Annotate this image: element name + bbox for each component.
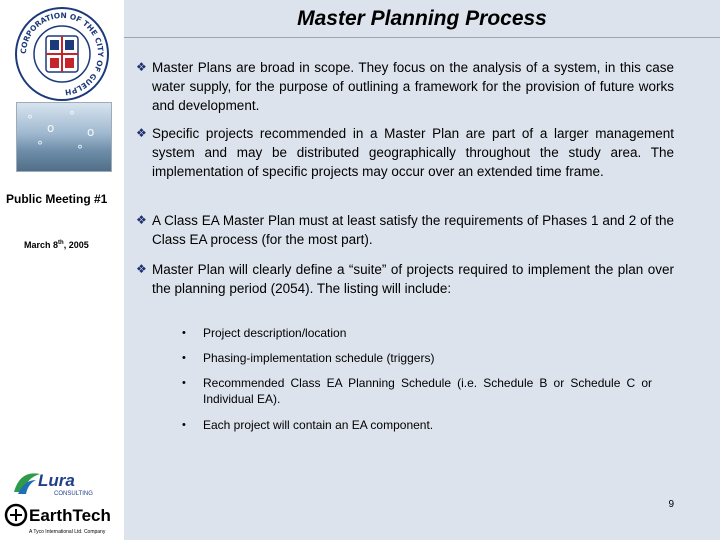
- diamond-bullet-icon: ❖: [136, 213, 147, 227]
- lura-consulting-logo: [10, 466, 104, 498]
- sidebar: [0, 0, 126, 540]
- sub-list-item: • Recommended Class EA Planning Schedule (i.e. Schedule B or Schedule C or Individual EA).: [182, 376, 652, 406]
- bullet-item: ❖ A Class EA Master Plan must at least satisfy the requirements of Phases 1 and 2 of the Class EA process (for the most part).: [136, 213, 674, 247]
- bubble-glyph: °: [37, 139, 43, 153]
- bubble-glyph: °: [69, 109, 75, 123]
- city-seal-logo: [14, 6, 110, 102]
- bullet-item: ❖ Master Plan will clearly define a “suite” of projects required to implement the plan over the planning period (2054). The listing will include:: [136, 262, 674, 296]
- svg-text:CONSULTING: CONSULTING: [54, 491, 93, 497]
- page-title: Master Planning Process: [297, 7, 547, 30]
- bullet-item: ❖ Master Plans are broad in scope. They focus on the analysis of a system, in this case water supply, for the purpose of outlining a framework for the provision of future works and development.: [136, 60, 674, 113]
- sub-list-item: • Phasing-implementation schedule (triggers): [182, 351, 435, 365]
- bubble-glyph: °: [77, 143, 83, 157]
- bubble-glyph: o: [87, 125, 95, 139]
- sub-list-item: • Each project will contain an EA component.: [182, 418, 434, 432]
- svg-text:A Tyco International Ltd. Comp: A Tyco International Ltd. Company: [29, 529, 106, 535]
- sub-list-item: • Project description/location: [182, 326, 347, 340]
- diamond-bullet-icon: ❖: [136, 126, 147, 140]
- svg-text:EarthTech: EarthTech: [29, 506, 111, 525]
- bubble-glyph: o: [47, 121, 55, 135]
- earthtech-logo: [4, 500, 118, 536]
- dot-bullet-icon: •: [182, 377, 186, 389]
- dot-bullet-icon: •: [182, 352, 186, 364]
- main-content: [124, 38, 720, 540]
- meeting-date: March 8th, 2005: [24, 240, 89, 250]
- bullet-item: ❖ Specific projects recommended in a Master Plan are part of a larger management system and may be distributed geographically throughout the study area. The implementation of specific projects may occur over an extended time frame.: [136, 126, 674, 179]
- svg-text:Lura: Lura: [38, 471, 75, 490]
- meeting-label: Public Meeting #1: [6, 192, 108, 206]
- page-number: 9: [668, 499, 674, 510]
- title-bar: [124, 0, 720, 38]
- diamond-bullet-icon: ❖: [136, 262, 147, 276]
- svg-text:CORPORATION OF THE CITY OF GUE: CORPORATION OF THE CITY OF GUELPH: [18, 10, 106, 97]
- diamond-bullet-icon: ❖: [136, 60, 147, 74]
- dot-bullet-icon: •: [182, 419, 186, 431]
- bubble-glyph: °: [27, 113, 33, 127]
- dot-bullet-icon: •: [182, 327, 186, 339]
- water-photo: [16, 102, 112, 172]
